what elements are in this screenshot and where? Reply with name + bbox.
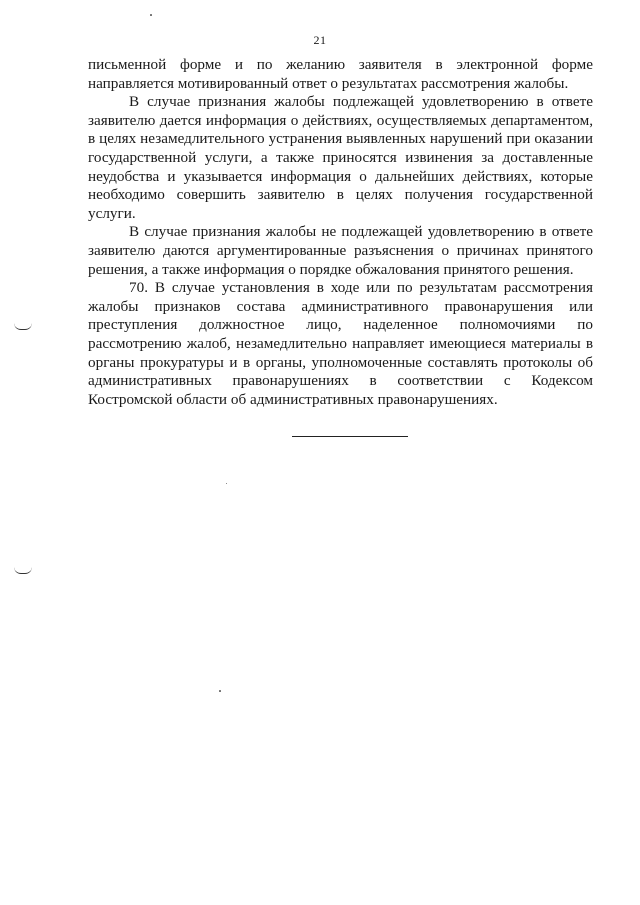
paragraph-complaint-response-form: письменной форме и по желанию заявителя в электронной форме направляется мотивированный ответ о результатах рассмотрения жалобы. [88, 56, 593, 92]
scan-speck [219, 690, 221, 692]
binding-hole-mark [14, 323, 32, 330]
binding-hole-mark [14, 567, 32, 574]
paragraph-complaint-upheld: В случае признания жалобы подлежащей удовлетворению в ответе заявителю дается информация о действиях, осуществляемых департаментом, в целях незамедлительного устранения выявленных нарушений при оказании государственной услуги, а также приносятся извинения за доставленные неудобства и указывается информация о дальнейших действиях, которые необходимо совершить заявителю в целях получения государственной услуги. [88, 93, 593, 222]
paragraph-clause-70: 70. В случае установления в ходе или по результатам рассмотрения жалобы признаков состава административного правонарушения или преступления должностное лицо, наделенное полномочиями по рассмотрению жалоб, незамедлительно направляет имеющиеся материалы в органы прокуратуры и в органы, уполномоченные составлять протоколы об административных правонарушениях в соответствии с Кодексом Костромской области об административных правонарушениях. [88, 279, 593, 408]
paragraph-complaint-rejected: В случае признания жалобы не подлежащей удовлетворению в ответе заявителю даются аргументированные разъяснения о причинах принятого решения, а также информация о порядке обжалования принятого решения. [88, 223, 593, 278]
page-number: 21 [313, 33, 327, 47]
end-of-text-rule [292, 436, 408, 437]
scan-speck [150, 14, 152, 16]
document-body [88, 56, 593, 409]
scan-speck [226, 483, 227, 484]
